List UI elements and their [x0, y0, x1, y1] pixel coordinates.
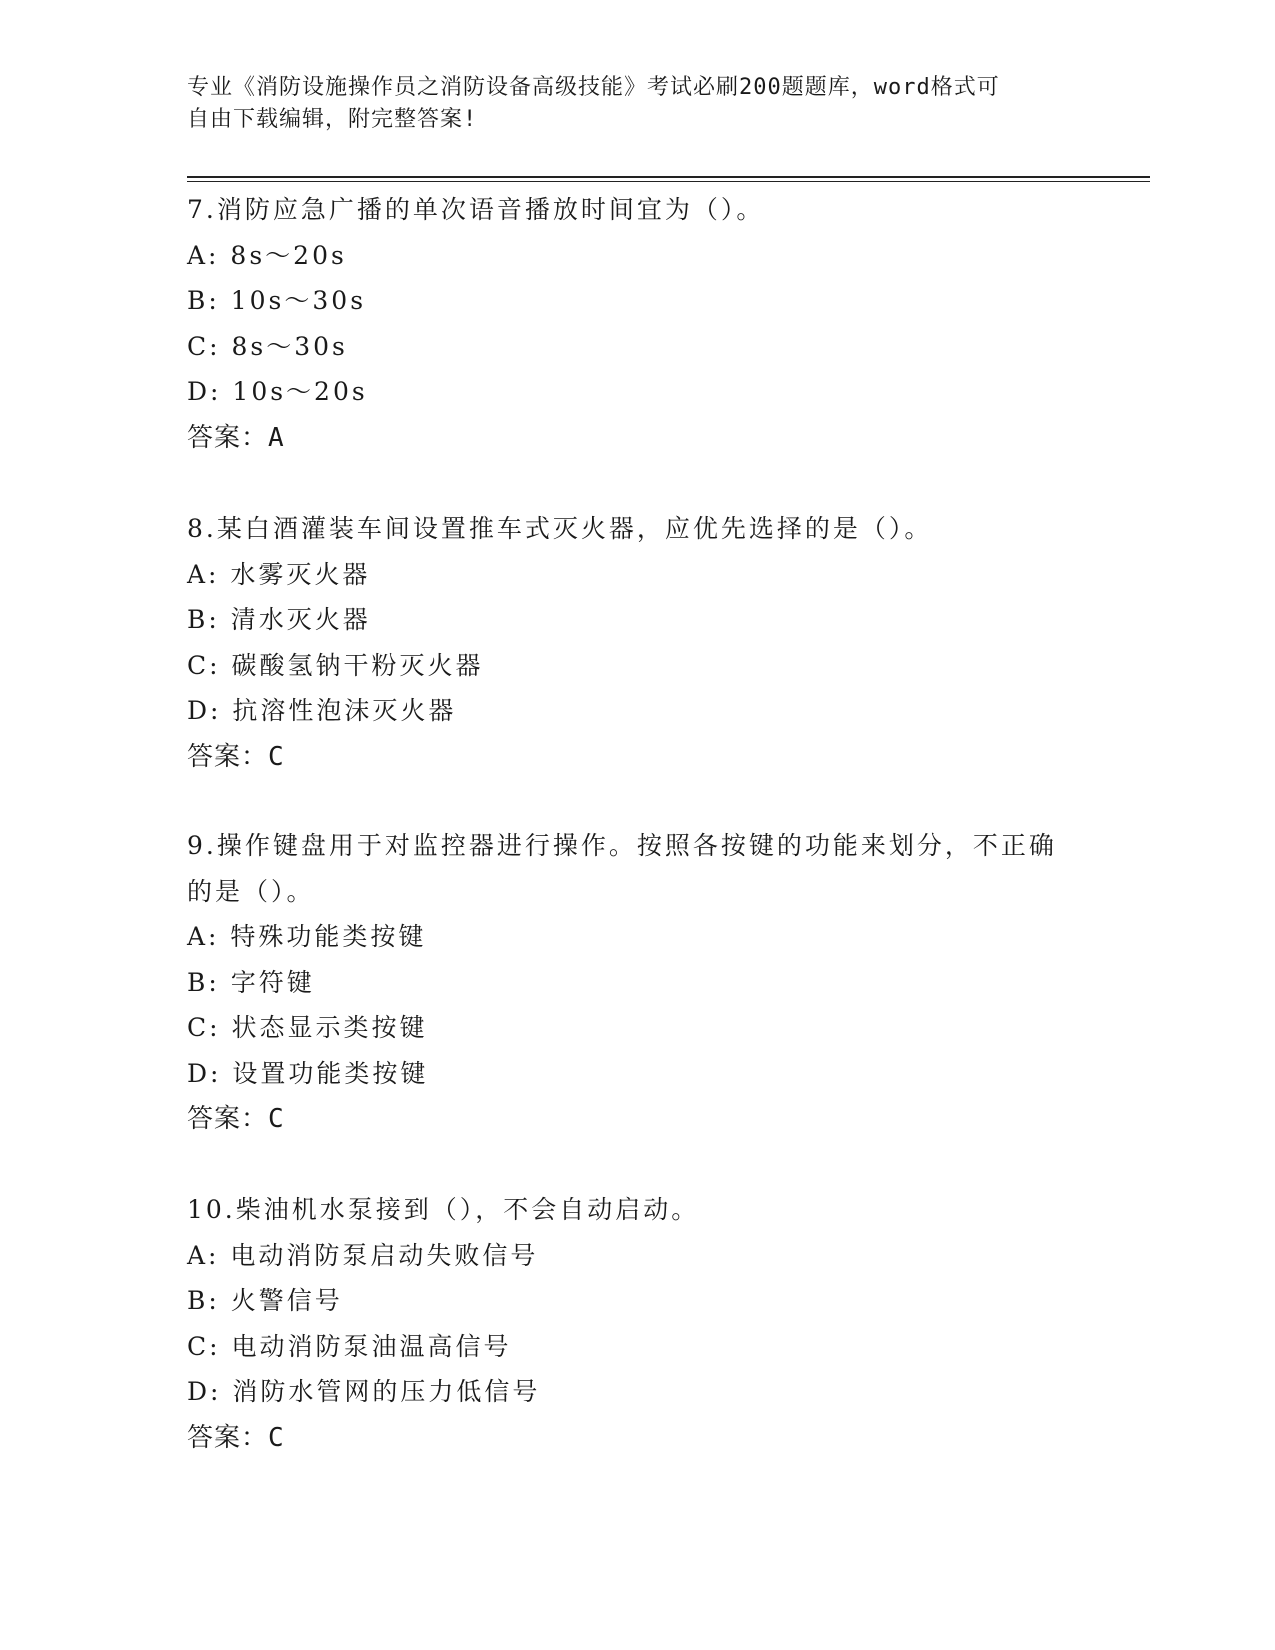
header-divider-thin — [187, 181, 1150, 182]
answer-line: 答案：C — [187, 741, 285, 772]
option-b: B: 10s～30s — [187, 286, 367, 315]
option-b: B: 清水灭火器 — [187, 605, 371, 634]
option-a: A: 特殊功能类按键 — [187, 922, 427, 951]
question-stem: 8.某白酒灌装车间设置推车式灭火器，应优先选择的是（）。 — [187, 514, 933, 543]
question-block — [187, 506, 1067, 780]
question-stem: 9.操作键盘用于对监控器进行操作。按照各按键的功能来划分，不正确的是（）。 — [187, 831, 1057, 906]
header-divider-thick — [187, 176, 1150, 178]
option-d: D: 10s～20s — [187, 377, 368, 406]
question-block — [187, 1187, 1067, 1461]
option-d: D: 消防水管网的压力低信号 — [187, 1377, 541, 1406]
option-b: B: 字符键 — [187, 967, 315, 997]
option-b: B: 火警信号 — [187, 1286, 343, 1315]
question-block — [187, 823, 1067, 1142]
question-stem: 7.消防应急广播的单次语音播放时间宜为（）。 — [187, 195, 765, 224]
option-c: C: 状态显示类按键 — [187, 1013, 428, 1042]
option-c: C: 碳酸氢钠干粉灭火器 — [187, 650, 484, 680]
option-a: A: 电动消防泵启动失败信号 — [187, 1240, 539, 1270]
option-d: D: 抗溶性泡沫灭火器 — [187, 696, 457, 725]
answer-line: 答案：A — [187, 422, 285, 453]
option-a: A: 8s～20s — [187, 240, 347, 270]
option-c: C: 8s～30s — [187, 331, 348, 361]
option-c: C: 电动消防泵油温高信号 — [187, 1331, 512, 1361]
document-header — [187, 72, 1067, 136]
header-line-1: 专业《消防设施操作员之消防设备高级技能》考试必刷200题题库，word格式可 — [187, 75, 1000, 100]
answer-line: 答案：C — [187, 1104, 285, 1134]
header-line-2: 自由下载编辑，附完整答案! — [187, 107, 478, 132]
option-d: D: 设置功能类按键 — [187, 1058, 429, 1088]
question-block — [187, 187, 1067, 461]
answer-line: 答案：C — [187, 1422, 285, 1453]
option-a: A: 水雾灭火器 — [187, 559, 371, 589]
question-stem: 10.柴油机水泵接到（），不会自动启动。 — [187, 1195, 700, 1224]
